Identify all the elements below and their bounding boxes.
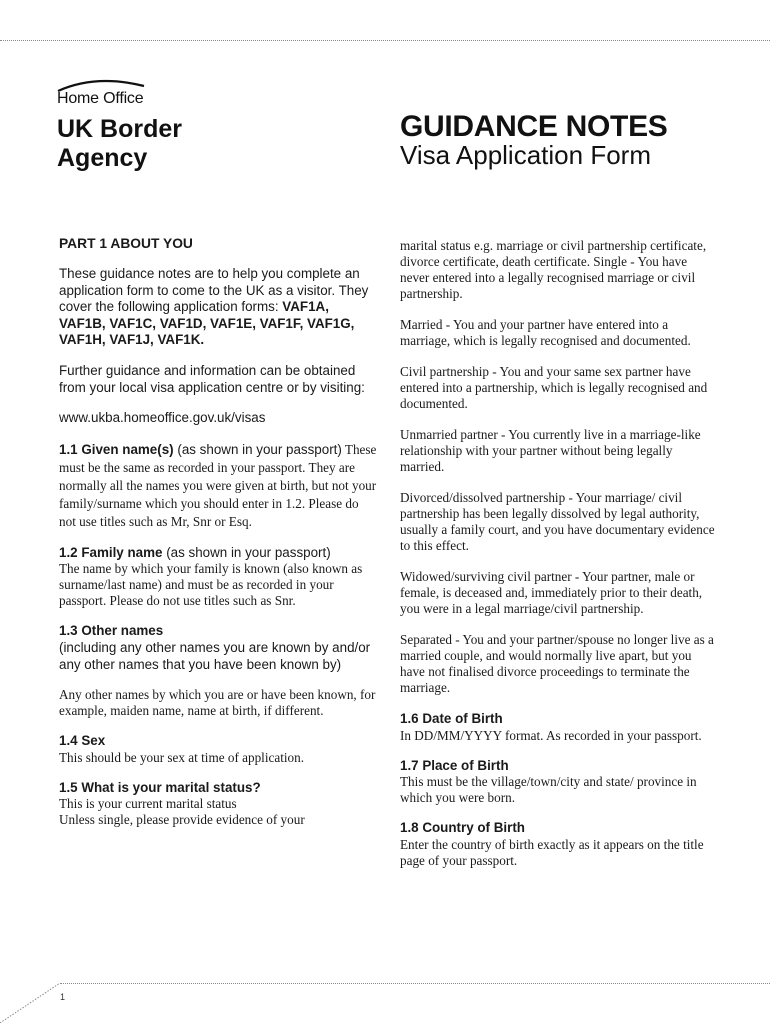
top-dotted-rule <box>0 40 770 41</box>
section-1-7 <box>400 758 718 807</box>
section-1-3 <box>59 623 377 719</box>
section-1-5-heading: 1.5 What is your marital status? <box>59 779 261 795</box>
footer-corner-line <box>0 983 62 1023</box>
section-1-4 <box>59 733 377 766</box>
home-office-logo-text: Home Office <box>57 90 144 107</box>
separated-paragraph: Separated - You and your partner/spouse no longer live as a married couple, and would normally live apart, but you have not finalised divorce proceedings to terminate the marriage. <box>400 632 714 695</box>
section-1-7-heading: 1.7 Place of Birth <box>400 757 509 773</box>
section-1-8-heading: 1.8 Country of Birth <box>400 820 525 836</box>
section-1-1-heading: 1.1 Given name( <box>59 441 162 457</box>
section-1-5-body-line2: Unless single, please provide evidence of your <box>59 812 305 828</box>
section-1-2-note: (as shown in your passport) <box>162 544 331 560</box>
section-1-5-body-line1: This is your current marital status <box>59 796 237 812</box>
section-1-1-heading-close: ) <box>169 441 174 457</box>
section-1-2 <box>59 545 377 610</box>
widowed-paragraph: Widowed/surviving civil partner - Your partner, male or female, is deceased and, immediately prior to their death, you were in a legal marriage/civil partnership. <box>400 569 703 616</box>
right-column <box>400 238 718 883</box>
section-1-8 <box>400 820 718 869</box>
section-1-5 <box>59 780 377 829</box>
married-paragraph: Married - You and your partner have entered into a marriage, which is legally recognised and documented. <box>400 317 691 348</box>
agency-name-line2: Agency <box>57 144 148 172</box>
section-1-8-body: Enter the country of birth exactly as it appears on the title page of your passport. <box>400 836 704 868</box>
section-1-4-body: This should be your sex at time of application. <box>59 749 305 765</box>
agency-name-line1: UK Border <box>57 115 183 143</box>
section-1-1-heading-s: s <box>161 441 170 457</box>
section-1-6 <box>400 711 718 744</box>
left-column <box>59 236 377 842</box>
section-1-1-note: (as shown in your passport) <box>173 441 342 457</box>
section-1-2-heading: 1.2 Family name <box>59 544 163 560</box>
intro-paragraph <box>59 266 377 349</box>
section-1-3-note: (including any other names you are known by and/or any other names that you have been known by) <box>59 639 371 672</box>
intro-form-list: VAF1A, VAF1B, VAF1C, VAF1D, VAF1E, VAF1F, VAF1G, VAF1H, VAF1J, VAF1K. <box>59 299 355 348</box>
agency-name <box>57 115 182 173</box>
section-1-6-heading: 1.6 Date of Birth <box>400 711 503 726</box>
section-1-2-body: The name by which your family is known (also known as surname/last name) and must be as recorded in your passport. Please do not use titles such as Snr. <box>59 561 363 609</box>
section-1-7-body: This must be the village/town/city and state/ province in which you were born. <box>400 774 697 806</box>
document-subtitle: Visa Application Form <box>400 140 651 170</box>
section-1-6-body: In DD/MM/YYYY format. As recorded in your passport. <box>400 727 702 743</box>
section-1-3-heading: 1.3 Other names <box>59 623 164 639</box>
marital-status-paragraph: marital status e.g. marriage or civil partnership certificate, divorce certificate, death certificate. Single - You have never entered into a legally recognised marriage or civil partnership. <box>400 238 707 301</box>
part-title: PART 1 ABOUT YOU <box>59 236 193 251</box>
section-1-1-body: These must be the same as recorded in your passport. They are normally all the names you were given at birth, but not your family/surname which you should enter in 1.2. Please do not use titles such as Mr, Snr or Esq. <box>59 441 377 529</box>
guidance-url: www.ukba.homeoffice.gov.uk/visas <box>59 410 266 426</box>
section-1-4-heading: 1.4 Sex <box>59 733 106 749</box>
divorced-paragraph: Divorced/dissolved partnership - Your marriage/ civil partnership has been legally dissolved by legal authority, usually a family court, and you have documentary evidence to this effect. <box>400 490 715 553</box>
further-guidance-paragraph: Further guidance and information can be obtained from your local visa application centre or by visiting: <box>59 362 365 395</box>
civil-partnership-paragraph: Civil partnership - You and your same sex partner have entered into a partnership, which is legally recognised and documented. <box>400 364 708 411</box>
section-1-1 <box>59 441 377 531</box>
unmarried-partner-paragraph: Unmarried partner - You currently live in a marriage-like relationship with your partner without being legally married. <box>400 427 701 474</box>
document-title: GUIDANCE NOTES <box>400 110 668 143</box>
intro-text: These guidance notes are to help you complete an application form to come to the UK as a visitor. They cover the following application forms: <box>59 266 369 315</box>
section-1-3-body: Any other names by which you are or have been known, for example, maiden name, name at birth, if different. <box>59 687 376 719</box>
footer-dotted-rule <box>60 983 770 984</box>
page-number: 1 <box>60 992 66 1002</box>
